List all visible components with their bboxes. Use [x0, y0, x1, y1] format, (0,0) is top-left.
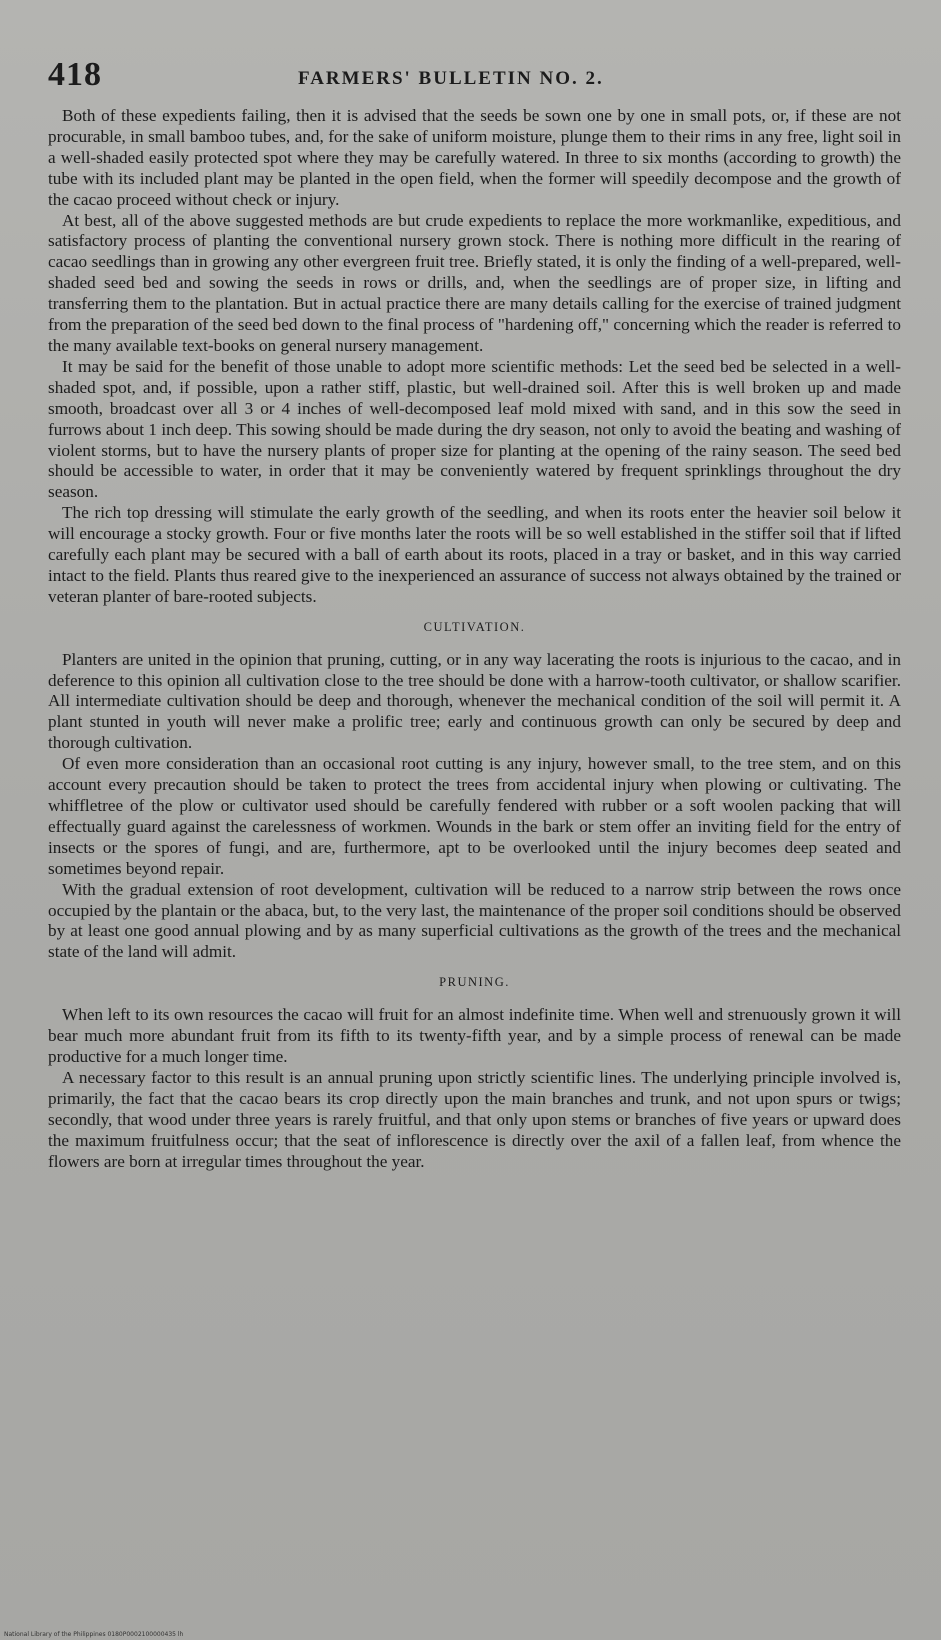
paragraph: A necessary factor to this result is an annual pruning upon strictly scientific lines. The underlying principle involved is, primarily, the fact that the cacao bears its crop directly upon the main branches and trunk, and not upon spurs or twigs; secondly, that wood under three years is rarely fruitful, and that only upon stems or branches of five years or upward does the maximum fruitfulness occur; that the seat of inflorescence is directly over the axil of a fallen leaf, from whence the flowers are born at irregular times throughout the year. [48, 1067, 901, 1171]
paragraph: It may be said for the benefit of those unable to adopt more scientific methods: Let the seed bed be selected in a well-shaded spot, and, if possible, upon a rather stiff, plastic, but well-drained soil. After this is well broken up and made smooth, broadcast over all 3 or 4 inches of well-decomposed leaf mold mixed with sand, and in this sow the seed in furrows about 1 inch deep. This sowing should be made during the dry season, not only to avoid the beating and washing of violent storms, but to have the nursery plants of proper size for planting at the opening of the rainy season. The seed bed should be accessible to water, in order that it may be conveniently watered by frequent sprinklings throughout the dry season. [48, 356, 901, 502]
page-number: 418 [48, 56, 102, 93]
paragraph: With the gradual extension of root development, cultivation will be reduced to a narrow strip between the rows once occupied by the plantain or the abaca, but, to the very last, the maintenance of the proper soil conditions should be observed by at least one good annual plowing and by as many superficial cultivations as the growth of the trees and the mechanical state of the land will admit. [48, 879, 901, 962]
scan-footer: National Library of the Philippines 0180P0002100000435 lh [4, 1631, 184, 1638]
paragraph: When left to its own resources the cacao will fruit for an almost indefinite time. When well and strenuously grown it will bear much more abundant fruit from its fifth to its twenty-fifth year, and by a simple process of renewal can be made productive for a much longer time. [48, 1005, 901, 1066]
paragraph: Planters are united in the opinion that pruning, cutting, or in any way lacerating the roots is injurious to the cacao, and in deference to this opinion all cultivation close to the tree should be done with a harrow-tooth cultivator, or shallow scarifier. All intermediate cultivation should be deep and thorough, whenever the mechanical condition of the soil will permit it. A plant stunted in youth will never make a prolific tree; early and continuous growth can only be secured by deep and thorough cultivation. [48, 649, 901, 753]
paragraph: Both of these expedients failing, then it is advised that the seeds be sown one by one in small pots, or, if these are not procurable, in small bamboo tubes, and, for the sake of uniform moisture, plunge them to their rims in any free, light soil in a well-shaded easily protected spot where they may be carefully watered. In three to six months (according to growth) the tube with its included plant may be planted in the open field, when the former will speedily decompose and the growth of the cacao proceed without check or injury. [48, 106, 901, 209]
running-head: FARMERS' BULLETIN NO. 2. [298, 68, 604, 89]
paragraph: Of even more consideration than an occasional root cutting is any injury, however small, to the tree stem, and on this account every precaution should be taken to protect the trees from accidental injury when plowing or cultivating. The whiffletree of the plow or cultivator used should be carefully fendered with rubber or a soft woolen packing that will effectually guard against the carelessness of workmen. Wounds in the bark or stem offer an inviting field for the entry of insects or the spores of fungi, and are, furthermore, apt to be overlooked until the injury becomes deep seated and sometimes beyond repair. [48, 754, 901, 878]
page-header [48, 56, 901, 106]
paragraph: At best, all of the above suggested methods are but crude expedients to replace the more workmanlike, expeditious, and satisfactory process of planting the conventional nursery grown stock. There is nothing more difficult in the rearing of cacao seedlings than in growing any other evergreen fruit tree. Briefly stated, it is only the finding of a well-prepared, well-shaded seed bed and sowing the seeds in rows or drills, and, when the seedlings are of proper size, in lifting and transferring them to the plantation. But in actual practice there are many details calling for the exercise of trained judgment from the preparation of the seed bed down to the final process of "hardening off," concerning which the reader is referred to the many available text-books on general nursery management. [48, 210, 901, 355]
paragraph: The rich top dressing will stimulate the early growth of the seedling, and when its roots enter the heavier soil below it will encourage a stocky growth. Four or five months later the roots will be so well established in the stiffer soil that if lifted carefully each plant may be secured with a ball of earth about its roots, placed in a tray or basket, and in this way carried intact to the field. Plants thus reared give to the inexperienced an assurance of success not always obtained by the trained or veteran planter of bare-rooted subjects. [48, 503, 901, 606]
section-heading-pruning: PRUNING. [439, 975, 510, 990]
body-text [48, 106, 901, 1172]
section-heading-cultivation: CULTIVATION. [423, 619, 526, 634]
